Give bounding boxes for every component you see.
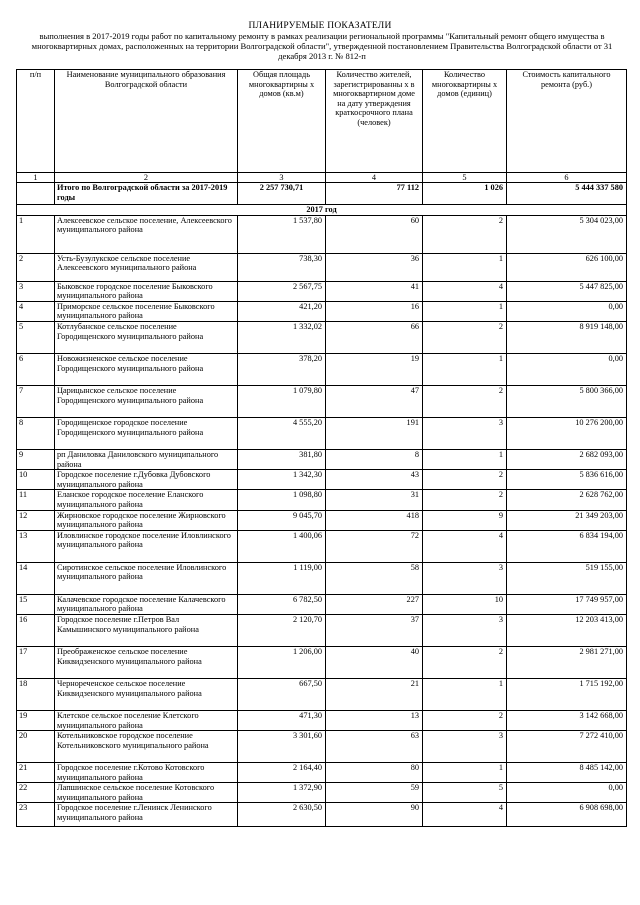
row-number: 9 [17,449,55,469]
residents-value: 63 [326,731,423,763]
residents-value: 59 [326,783,423,803]
cost-value: 2 682 093,00 [507,449,627,469]
column-number: 4 [326,173,423,183]
area-value: 1 400,06 [238,530,326,562]
area-value: 2 120,70 [238,614,326,646]
cost-value: 0,00 [507,301,627,321]
residents-value: 418 [326,510,423,530]
area-value: 3 301,60 [238,731,326,763]
row-number: 19 [17,710,55,730]
cost-value: 5 800 366,00 [507,385,627,417]
row-number: 20 [17,731,55,763]
table-row [17,321,627,353]
area-value: 2 164,40 [238,763,326,783]
row-number: 16 [17,614,55,646]
municipality-name: Иловлинское городское поселение Иловлинского муниципального района [55,530,238,562]
table-row [17,614,627,646]
municipality-name: Городское поселение г.Петров Вал Камышинского муниципального района [55,614,238,646]
cost-value: 10 276 200,00 [507,417,627,449]
municipality-name: Городское поселение г.Дубовка Дубовского муниципального района [55,470,238,490]
column-number: 5 [423,173,507,183]
table-row [17,301,627,321]
municipality-name: Преображенское сельское поселение Киквидзенского муниципального района [55,646,238,678]
table-row [17,490,627,510]
residents-value: 19 [326,353,423,385]
houses-value: 4 [423,530,507,562]
table-row [17,215,627,253]
houses-value: 2 [423,321,507,353]
houses-value: 1 [423,763,507,783]
residents-value: 16 [326,301,423,321]
row-number: 15 [17,594,55,614]
cost-value: 2 981 271,00 [507,646,627,678]
residents-value: 36 [326,253,423,281]
table-header-row [17,70,627,173]
column-number: 2 [55,173,238,183]
residents-value: 8 [326,449,423,469]
header-cost: Стоимость капитального ремонта (руб.) [507,70,627,173]
houses-value: 10 [423,594,507,614]
residents-value: 191 [326,417,423,449]
residents-value: 47 [326,385,423,417]
municipality-name: Городское поселение г.Котово Котовского муниципального района [55,763,238,783]
houses-value: 3 [423,731,507,763]
residents-value: 72 [326,530,423,562]
row-number: 17 [17,646,55,678]
row-number: 14 [17,562,55,594]
row-number: 10 [17,470,55,490]
total-area: 2 257 730,71 [238,183,326,205]
area-value: 378,20 [238,353,326,385]
cost-value: 5 836 616,00 [507,470,627,490]
row-number: 23 [17,803,55,827]
area-value: 4 555,20 [238,417,326,449]
area-value: 1 098,80 [238,490,326,510]
cost-value: 17 749 957,00 [507,594,627,614]
municipality-name: Чернореченское сельское поселение Киквидзенского муниципального района [55,678,238,710]
cost-value: 3 142 668,00 [507,710,627,730]
municipality-name: Котлубанское сельское поселение Городищенского муниципального района [55,321,238,353]
area-value: 2 567,75 [238,281,326,301]
total-cost: 5 444 337 580 [507,183,627,205]
area-value: 9 045,70 [238,510,326,530]
area-value: 381,80 [238,449,326,469]
houses-value: 2 [423,710,507,730]
houses-value: 5 [423,783,507,803]
area-value: 6 782,50 [238,594,326,614]
municipality-name: Приморское сельское поселение Быковского муниципального района [55,301,238,321]
cost-value: 5 304 023,00 [507,215,627,253]
municipality-name: Калачевское городское поселение Калачевского муниципального района [55,594,238,614]
header-residents: Количество жителей, зарегистрированны х в многоквартирном доме на дату утверждения краткосрочного плана (человек) [326,70,423,173]
row-number: 18 [17,678,55,710]
cost-value: 6 834 194,00 [507,530,627,562]
houses-value: 1 [423,449,507,469]
column-number-row [17,173,627,183]
houses-value: 1 [423,678,507,710]
document-subtitle: выполнения в 2017-2019 годы работ по капитальному ремонту в рамках реализации региональной программы "Капитальный ремонт общего имущества в многоквартирных домах, расположенных на территории Волгоградской области", утвержденной постановлением Правительства Волгоградской области от 31 декабря 2013 г. № 812-п [31,31,613,61]
cost-value: 626 100,00 [507,253,627,281]
table-row [17,646,627,678]
houses-value: 3 [423,417,507,449]
document-title: ПЛАНИРУЕМЫЕ ПОКАЗАТЕЛИ [248,21,392,31]
year-row [17,205,627,216]
table-row [17,710,627,730]
municipality-name: рп Даниловка Даниловского муниципального района [55,449,238,469]
area-value: 1 332,02 [238,321,326,353]
table-row [17,385,627,417]
area-value: 471,30 [238,710,326,730]
row-number: 2 [17,253,55,281]
indicators-table [16,69,627,827]
cost-value: 12 203 413,00 [507,614,627,646]
area-value: 1 537,80 [238,215,326,253]
total-number-cell [17,183,55,205]
houses-value: 9 [423,510,507,530]
header-municipality: Наименование муниципального образования Волгоградской области [55,70,238,173]
residents-value: 58 [326,562,423,594]
area-value: 421,20 [238,301,326,321]
cost-value: 21 349 203,00 [507,510,627,530]
residents-value: 43 [326,470,423,490]
houses-value: 2 [423,470,507,490]
year-label: 2017 год [17,205,627,216]
municipality-name: Еланское городское поселение Еланского муниципального района [55,490,238,510]
table-row [17,594,627,614]
residents-value: 227 [326,594,423,614]
row-number: 5 [17,321,55,353]
cost-value: 6 908 698,00 [507,803,627,827]
cost-value: 8 919 148,00 [507,321,627,353]
houses-value: 1 [423,301,507,321]
header-number: п/п [17,70,55,173]
row-number: 22 [17,783,55,803]
row-number: 13 [17,530,55,562]
area-value: 2 630,50 [238,803,326,827]
houses-value: 4 [423,803,507,827]
table-row [17,803,627,827]
municipality-name: Городищенское городское поселение Городищенского муниципального района [55,417,238,449]
row-number: 21 [17,763,55,783]
table-row [17,731,627,763]
cost-value: 7 272 410,00 [507,731,627,763]
houses-value: 2 [423,215,507,253]
row-number: 7 [17,385,55,417]
residents-value: 80 [326,763,423,783]
total-row [17,183,627,205]
municipality-name: Жирновское городское поселение Жирновского муниципального района [55,510,238,530]
houses-value: 2 [423,490,507,510]
table-row [17,449,627,469]
municipality-name: Лапшинское сельское поселение Котовского муниципального района [55,783,238,803]
total-label: Итого по Волгоградской области за 2017-2019 годы [55,183,238,205]
houses-value: 4 [423,281,507,301]
municipality-name: Городское поселение г.Ленинск Ленинского муниципального района [55,803,238,827]
table-row [17,470,627,490]
municipality-name: Новожизненское сельское поселение Городищенского муниципального района [55,353,238,385]
residents-value: 21 [326,678,423,710]
cost-value: 0,00 [507,353,627,385]
residents-value: 66 [326,321,423,353]
residents-value: 40 [326,646,423,678]
header-houses: Количество многоквартирны х домов (единиц) [423,70,507,173]
municipality-name: Сиротинское сельское поселение Иловлинского муниципального района [55,562,238,594]
houses-value: 2 [423,646,507,678]
houses-value: 1 [423,253,507,281]
cost-value: 519 155,00 [507,562,627,594]
houses-value: 3 [423,562,507,594]
area-value: 1 079,80 [238,385,326,417]
cost-value: 8 485 142,00 [507,763,627,783]
table-row [17,678,627,710]
cost-value: 2 628 762,00 [507,490,627,510]
table-row [17,562,627,594]
total-residents: 77 112 [326,183,423,205]
area-value: 1 119,00 [238,562,326,594]
table-row [17,253,627,281]
table-row [17,510,627,530]
row-number: 12 [17,510,55,530]
houses-value: 2 [423,385,507,417]
table-row [17,353,627,385]
table-row [17,783,627,803]
area-value: 1 342,30 [238,470,326,490]
residents-value: 41 [326,281,423,301]
area-value: 1 206,00 [238,646,326,678]
table-row [17,417,627,449]
table-row [17,281,627,301]
residents-value: 31 [326,490,423,510]
area-value: 1 372,90 [238,783,326,803]
table-row [17,763,627,783]
header-area: Общая площадь многоквартирны х домов (кв.м) [238,70,326,173]
municipality-name: Клетское сельское поселение Клетского муниципального района [55,710,238,730]
row-number: 8 [17,417,55,449]
municipality-name: Алексеевское сельское поселение, Алексеевского муниципального района [55,215,238,253]
cost-value: 0,00 [507,783,627,803]
row-number: 1 [17,215,55,253]
residents-value: 90 [326,803,423,827]
municipality-name: Усть-Бузулукское сельское поселение Алексеевского муниципального района [55,253,238,281]
area-value: 667,50 [238,678,326,710]
row-number: 11 [17,490,55,510]
residents-value: 60 [326,215,423,253]
cost-value: 5 447 825,00 [507,281,627,301]
column-number: 1 [17,173,55,183]
row-number: 3 [17,281,55,301]
residents-value: 37 [326,614,423,646]
column-number: 6 [507,173,627,183]
municipality-name: Царицынское сельское поселение Городищенского муниципального района [55,385,238,417]
municipality-name: Быковское городское поселение Быковского муниципального района [55,281,238,301]
cost-value: 1 715 192,00 [507,678,627,710]
houses-value: 1 [423,353,507,385]
row-number: 6 [17,353,55,385]
residents-value: 13 [326,710,423,730]
table-row [17,530,627,562]
municipality-name: Котельниковское городское поселение Котельниковского муниципального района [55,731,238,763]
row-number: 4 [17,301,55,321]
houses-value: 3 [423,614,507,646]
total-houses: 1 026 [423,183,507,205]
column-number: 3 [238,173,326,183]
area-value: 738,30 [238,253,326,281]
